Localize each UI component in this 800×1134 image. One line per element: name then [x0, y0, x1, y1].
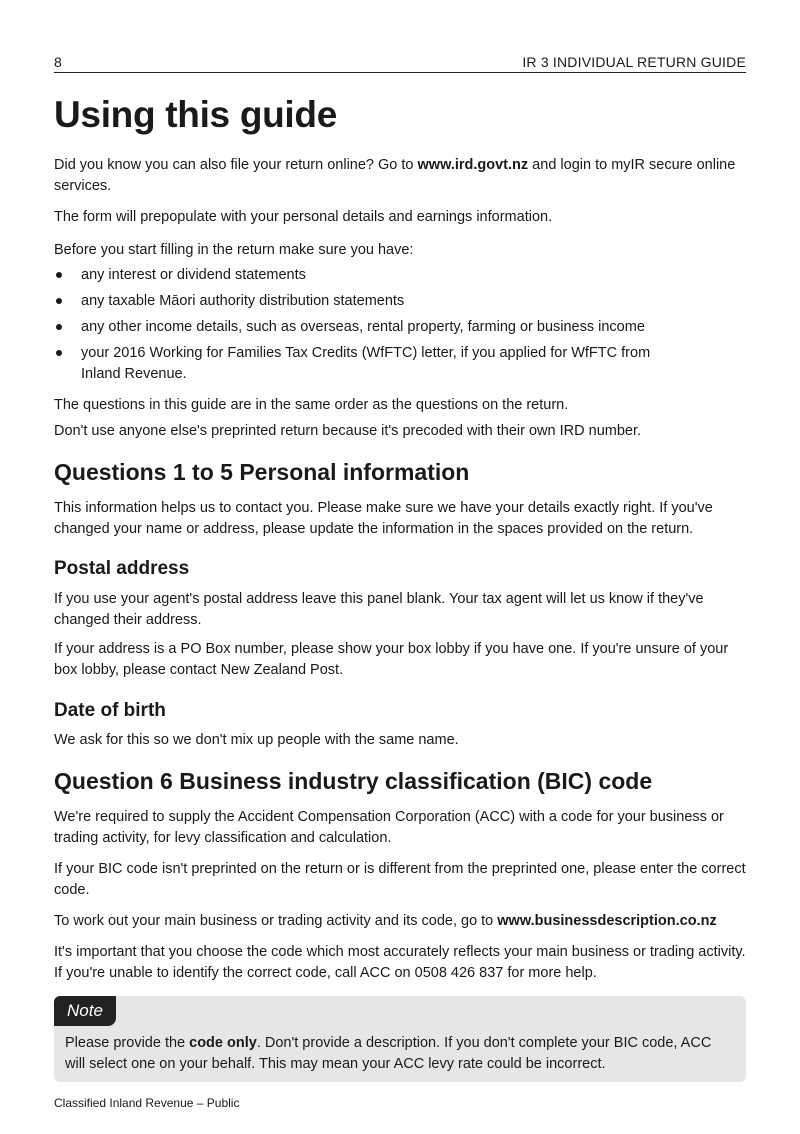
- bullet-icon: [56, 324, 62, 330]
- list-item: [54, 291, 746, 312]
- bic-paragraph-4: It's important that you choose the code which most accurately reflects your main business or trading activity. If you're unable to identify the correct code, call ACC on 0508 426 837 for more help.: [54, 944, 746, 981]
- ird-website-link[interactable]: www.ird.govt.nz: [417, 157, 529, 173]
- list-item-text: any other income details, such as overseas, rental property, farming or business income: [81, 319, 645, 335]
- online-text-pre: Did you know you can also file your return online? Go to: [54, 157, 418, 173]
- postal-paragraph-2: If your address is a PO Box number, please show your box lobby if you have one. If you're unsure of your box lobby, please contact New Zealand Post.: [54, 641, 729, 678]
- postal-address-heading: Postal address: [54, 558, 190, 579]
- note-text-bold: code only: [189, 1035, 257, 1051]
- note-text: [65, 1033, 735, 1075]
- list-item-text: any taxable Māori authority distribution statements: [81, 293, 405, 309]
- before-start-paragraph: Before you start filling in the return make sure you have:: [54, 242, 414, 258]
- personal-info-paragraph: This information helps us to contact you. Please make sure we have your details exactly right. If you've changed your name or address, please update the information in the spaces provided on the return.: [54, 500, 713, 537]
- online-paragraph: [54, 155, 746, 197]
- business-description-link[interactable]: www.businessdescription.co.nz: [497, 913, 717, 929]
- same-order-paragraph: The questions in this guide are in the same order as the questions on the return.: [54, 397, 569, 413]
- bic-text-pre: To work out your main business or trading activity and its code, go to: [54, 913, 498, 929]
- list-item-text: any interest or dividend statements: [81, 267, 306, 283]
- bullet-icon: [56, 272, 62, 278]
- bic-paragraph-3: [54, 911, 746, 932]
- page-header: [54, 54, 746, 73]
- bullet-icon: [56, 298, 62, 304]
- checklist: [54, 265, 746, 390]
- note-text-post: . Don't provide a description. If you don't complete your BIC code, ACC will select one on your behalf. This may mean your ACC levy rate could be incorrect.: [65, 1035, 712, 1072]
- guide-title: IR 3 INDIVIDUAL RETURN GUIDE: [522, 54, 746, 70]
- note-text-pre: Please provide the: [65, 1035, 190, 1051]
- list-item: [54, 317, 746, 338]
- bic-paragraph-1: We're required to supply the Accident Compensation Corporation (ACC) with a code for your business or trading activity, for levy classification and calculation.: [54, 809, 724, 846]
- bic-paragraph-2: If your BIC code isn't preprinted on the return or is different from the preprinted one, please enter the correct code.: [54, 861, 746, 898]
- prepopulate-paragraph: The form will prepopulate with your personal details and earnings information.: [54, 209, 553, 225]
- date-of-birth-heading: Date of birth: [54, 700, 166, 721]
- page-title: Using this guide: [54, 94, 337, 135]
- list-item: [54, 343, 746, 385]
- list-item: [54, 265, 746, 286]
- online-text-post: and login to myIR secure online services.: [54, 157, 736, 194]
- preprinted-paragraph: Don't use anyone else's preprinted return because it's precoded with their own IRD number.: [54, 423, 642, 439]
- bullet-icon: [56, 350, 62, 356]
- page-number: 8: [54, 54, 62, 70]
- postal-paragraph-1: If you use your agent's postal address leave this panel blank. Your tax agent will let us know if they've changed their address.: [54, 591, 704, 628]
- note-box: [54, 996, 746, 1082]
- personal-info-heading: Questions 1 to 5 Personal information: [54, 459, 470, 485]
- note-label: Note: [54, 996, 116, 1026]
- dob-paragraph: We ask for this so we don't mix up people with the same name.: [54, 732, 459, 748]
- list-item-text: your 2016 Working for Families Tax Credits (WfFTC) letter, if you applied for WfFTC from Inland Revenue.: [81, 345, 651, 382]
- bic-heading: Question 6 Business industry classification (BIC) code: [54, 768, 653, 794]
- footer-classification: Classified Inland Revenue – Public: [54, 1096, 240, 1110]
